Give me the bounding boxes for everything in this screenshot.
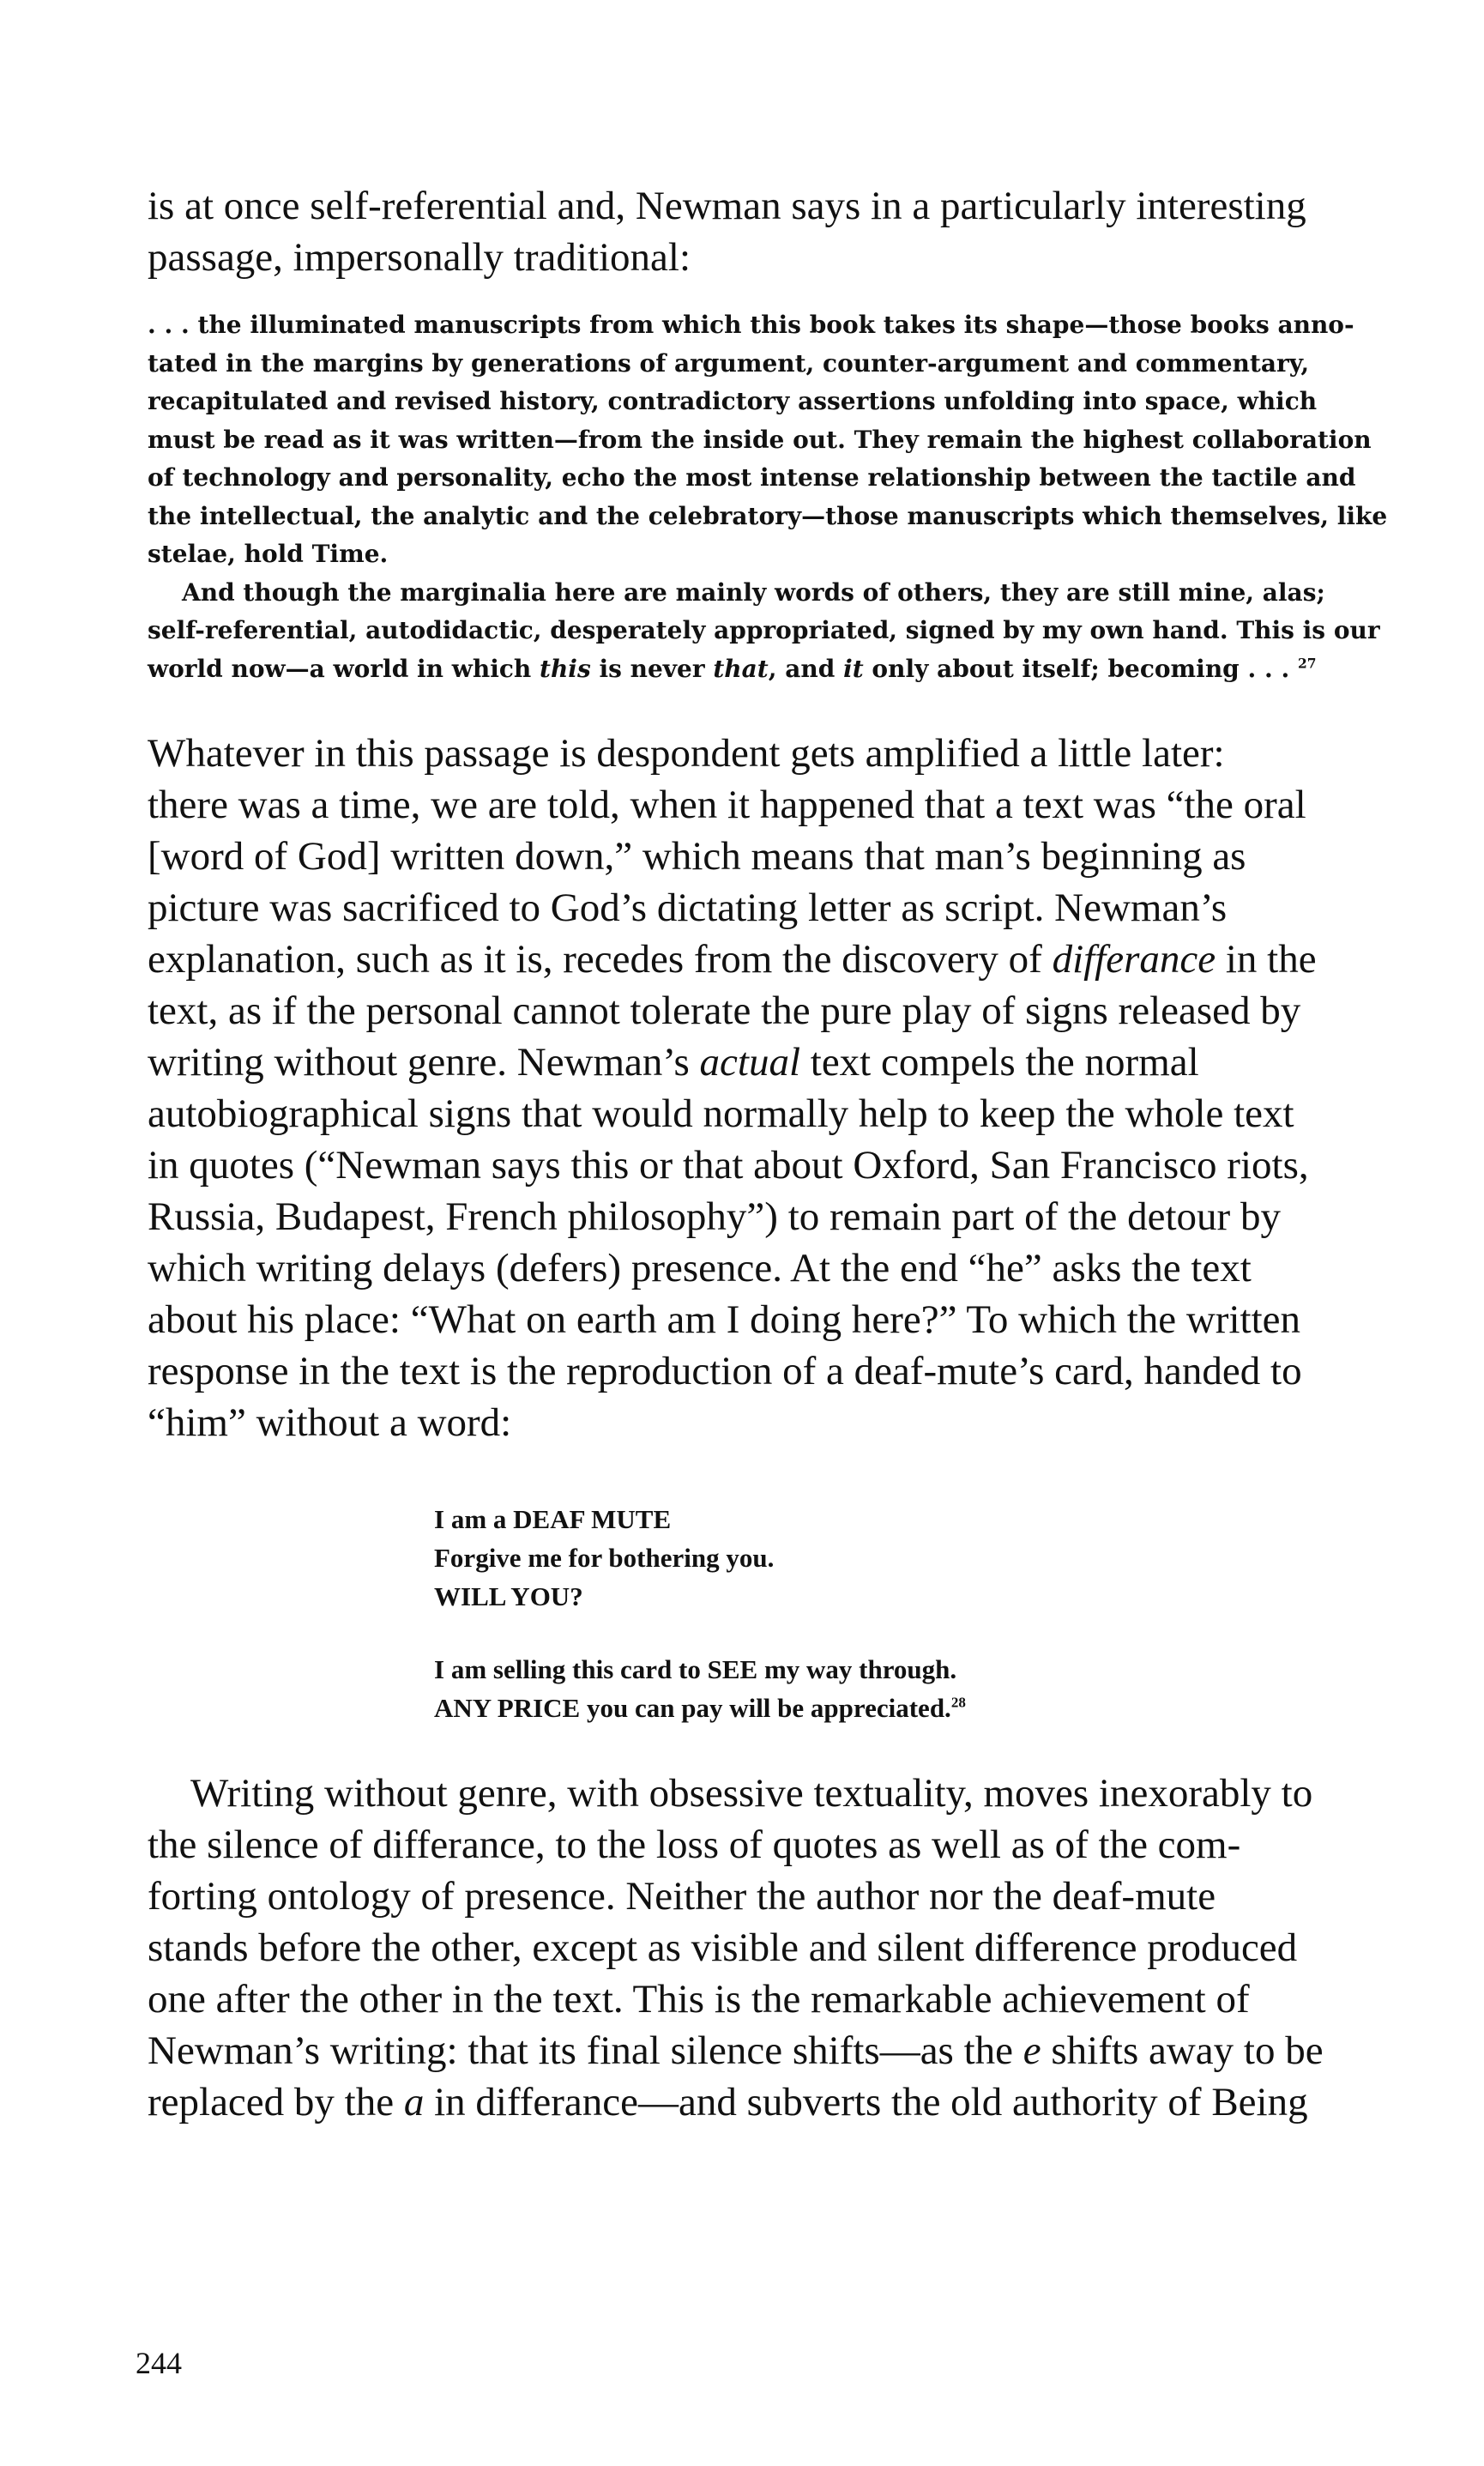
text-line: [word of God] written down,” which means that man’s beginning as xyxy=(148,834,1246,879)
card-spacer xyxy=(434,1616,966,1650)
quote-italic: it xyxy=(843,654,864,683)
text-line xyxy=(148,2076,1348,2128)
text-line: is at once self-referential and, Newman says in a particularly interesting xyxy=(148,184,1306,228)
text-line xyxy=(148,1037,1348,1088)
card-text: ANY PRICE you can pay will be appreciated. xyxy=(434,1693,951,1723)
quote-line: stelae, hold Time. xyxy=(148,540,389,568)
text-line: Whatever in this passage is despondent gets amplified a little later: xyxy=(148,731,1225,776)
quote-line: recapitulated and revised history, contradictory assertions unfolding into space, which xyxy=(148,387,1318,415)
text-line: stands before the other, except as visible and silent difference produced xyxy=(148,1925,1298,1970)
text-line: forting ontology of presence. Neither the author nor the deaf-mute xyxy=(148,1874,1216,1919)
text-line: about his place: “What on earth am I doing here?” To which the written xyxy=(148,1297,1300,1342)
card-line xyxy=(434,1689,966,1727)
card-line: I am selling this card to SEE my way through. xyxy=(434,1654,957,1684)
text-run: text compels the normal xyxy=(800,1040,1199,1085)
text-line: text, as if the personal cannot tolerate the pure play of signs released by xyxy=(148,988,1301,1033)
text-line: “him” without a word: xyxy=(148,1400,512,1445)
text-line: there was a time, we are told, when it happened that a text was “the oral xyxy=(148,783,1306,827)
text-line: which writing delays (defers) presence. At the end “he” asks the text xyxy=(148,1246,1252,1290)
text-run: in the xyxy=(1216,937,1317,982)
text-line: in quotes (“Newman says this or that about Oxford, San Francisco riots, xyxy=(148,1143,1309,1188)
text-run: writing without genre. Newman’s xyxy=(148,1040,700,1085)
quote-line: . . . the illuminated manuscripts from which this book takes its shape—those books anno- xyxy=(148,311,1354,339)
quote-line-last xyxy=(148,650,1366,689)
card-line: Forgive me for bothering you. xyxy=(434,1543,775,1573)
quote-line: must be read as it was written—from the inside out. They remain the highest collaboration xyxy=(148,425,1372,454)
paragraph-main xyxy=(148,728,1348,1448)
quote-text: , and xyxy=(768,654,844,683)
quote-line: self-referential, autodidactic, desperately appropriated, signed by my own hand. This is our xyxy=(148,616,1380,644)
page-number: 244 xyxy=(136,2346,182,2380)
deaf-mute-card xyxy=(434,1500,966,1727)
text-line xyxy=(148,934,1348,985)
footnote-marker: 27 xyxy=(1298,656,1317,672)
text-line: Russia, Budapest, French philosophy”) to remain part of the detour by xyxy=(148,1194,1281,1239)
text-line: the silence of differance, to the loss of quotes as well as of the com- xyxy=(148,1822,1241,1867)
text-run: replaced by the xyxy=(148,2080,404,2125)
quote-text: world now—a world in which xyxy=(148,654,540,683)
quote-italic: this xyxy=(540,654,591,683)
quote-line: tated in the margins by generations of argument, counter-argument and commentary, xyxy=(148,348,1310,378)
text-line: one after the other in the text. This is the remarkable achievement of xyxy=(148,1977,1250,2022)
quote-line: of technology and personality, echo the most intense relationship between the tactile and xyxy=(148,463,1356,492)
italic-term: e xyxy=(1023,2028,1041,2073)
text-run: explanation, such as it is, recedes from the discovery of xyxy=(148,937,1053,982)
italic-term: actual xyxy=(699,1040,801,1085)
text-line: autobiographical signs that would normally help to keep the whole text xyxy=(148,1091,1294,1136)
footnote-marker: 28 xyxy=(950,1694,966,1711)
quote-text: only about itself; becoming . . . xyxy=(863,654,1298,683)
paragraph-intro xyxy=(148,180,1348,283)
card-line: I am a DEAF MUTE xyxy=(434,1504,672,1534)
text-line: passage, impersonally traditional: xyxy=(148,235,691,280)
text-line xyxy=(148,2025,1348,2076)
paragraph-closing xyxy=(148,1768,1348,2128)
quote-line: the intellectual, the analytic and the celebratory—those manuscripts which themselves, like xyxy=(148,501,1388,530)
block-quotation xyxy=(148,306,1388,688)
quote-italic: that xyxy=(713,654,769,683)
text-run: Newman’s writing: that its final silence shifts—as the xyxy=(148,2028,1023,2073)
quote-text: is never xyxy=(590,654,714,683)
text-line: picture was sacrificed to God’s dictating letter as script. Newman’s xyxy=(148,885,1228,930)
italic-term: differance xyxy=(1052,937,1216,982)
text-run: shifts away to be xyxy=(1041,2028,1324,2073)
text-line: response in the text is the reproduction of a deaf-mute’s card, handed to xyxy=(148,1349,1302,1393)
card-line: WILL YOU? xyxy=(434,1581,583,1611)
italic-term: a xyxy=(403,2080,425,2125)
text-line: Writing without genre, with obsessive textuality, moves inexorably to xyxy=(190,1771,1313,1816)
text-run: in differance—and subverts the old authority of Being xyxy=(424,2080,1308,2125)
quote-line: And though the marginalia here are mainly words of others, they are still mine, alas; xyxy=(182,577,1325,607)
